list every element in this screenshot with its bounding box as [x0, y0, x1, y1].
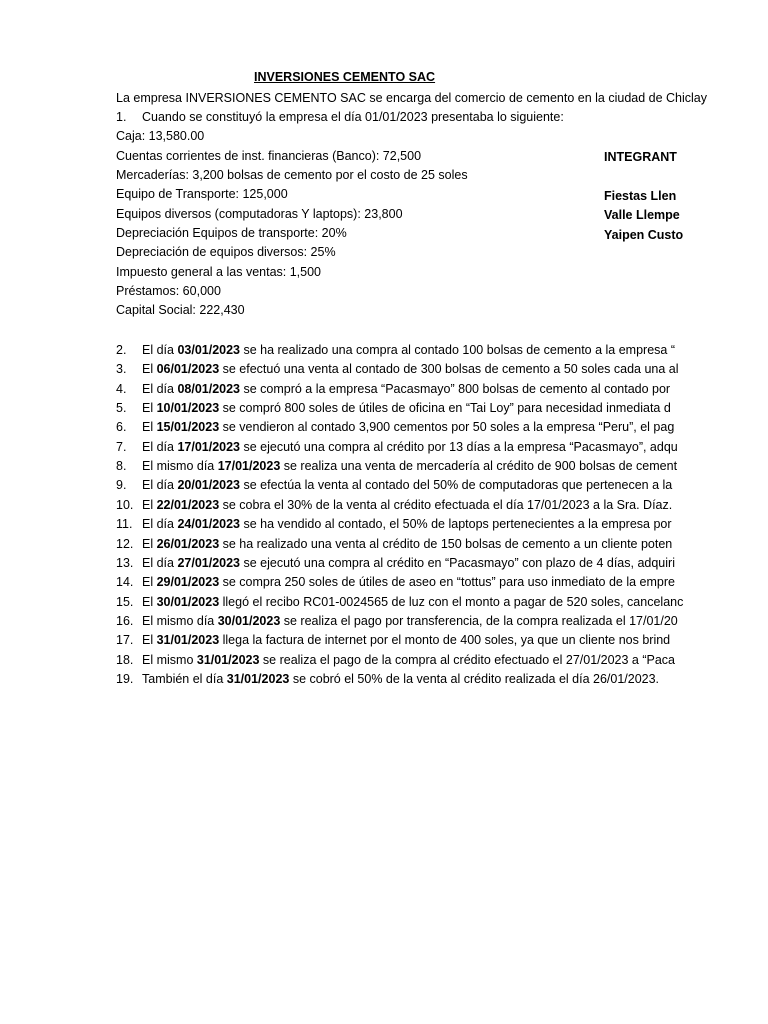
- transaction-number: 3.: [116, 362, 127, 376]
- transaction-description: se vendieron al contado 3,900 cementos por 50 soles a la empresa “Peru”, el pag: [219, 420, 675, 434]
- transaction-lead-text: El día: [142, 343, 178, 357]
- transaction-item: [116, 361, 679, 377]
- document-title: INVERSIONES CEMENTO SAC: [254, 70, 436, 84]
- balance-equipo-transporte: Equipo de Transporte: 125,000: [116, 187, 288, 201]
- transaction-description: se ha realizado una compra al contado 100 bolsas de cemento a la empresa “: [240, 343, 675, 357]
- transaction-lead-text: El mismo día: [142, 459, 218, 473]
- transaction-number: 11.: [116, 517, 133, 531]
- transaction-item: [116, 400, 671, 416]
- transaction-lead-text: El: [142, 595, 157, 609]
- transaction-date: 31/01/2023: [156, 633, 220, 647]
- transaction-date: 31/01/2023: [226, 672, 290, 686]
- transaction-lead-text: El: [142, 401, 157, 415]
- transaction-number: 6.: [116, 420, 127, 434]
- balance-equipos-diversos: Equipos diversos (computadoras Y laptops): 23,800: [116, 207, 403, 221]
- transaction-date: 24/01/2023: [177, 517, 240, 531]
- transaction-number: 4.: [116, 382, 127, 396]
- transaction-item: [116, 342, 675, 358]
- transaction-number: 7.: [116, 440, 127, 454]
- transaction-number: 10.: [116, 498, 134, 512]
- transaction-description: se realiza una venta de mercadería al crédito de 900 bolsas de cement: [280, 459, 678, 473]
- transaction-lead-text: El: [142, 633, 157, 647]
- transaction-item: [116, 419, 674, 435]
- transaction-description: se cobró el 50% de la venta al crédito realizada el día 26/01/2023.: [289, 672, 660, 686]
- transaction-item: [116, 536, 672, 552]
- transaction-item: [116, 381, 670, 397]
- transaction-date: 31/01/2023: [196, 653, 260, 667]
- transaction-description: se ha realizado una venta al crédito de 150 bolsas de cemento a un cliente poten: [219, 537, 673, 551]
- transaction-number: 12.: [116, 537, 134, 551]
- transaction-date: 30/01/2023: [217, 614, 281, 628]
- transaction-number: 2.: [116, 343, 127, 357]
- transaction-description: se compró a la empresa “Pacasmayo” 800 bolsas de cemento al contado por: [240, 382, 671, 396]
- step-1-number: 1.: [116, 110, 127, 124]
- intro-paragraph: La empresa INVERSIONES CEMENTO SAC se encarga del comercio de cemento en la ciudad de Chiclay: [116, 91, 708, 105]
- transaction-lead-text: El mismo: [142, 653, 197, 667]
- transaction-number: 18.: [116, 653, 134, 667]
- transaction-date: 26/01/2023: [156, 537, 220, 551]
- balance-capital-social: Capital Social: 222,430: [116, 303, 245, 317]
- integrante-3: Yaipen Custo: [604, 228, 684, 242]
- transaction-description: se ha vendido al contado, el 50% de laptops pertenecientes a la empresa por: [240, 517, 672, 531]
- transaction-date: 10/01/2023: [156, 401, 220, 415]
- transaction-lead-text: El mismo día: [142, 614, 218, 628]
- transaction-lead-text: También el día: [142, 672, 227, 686]
- transaction-date: 06/01/2023: [156, 362, 220, 376]
- transaction-number: 9.: [116, 478, 127, 492]
- transaction-item: [116, 652, 675, 668]
- balance-depreciacion-diversos: Depreciación de equipos diversos: 25%: [116, 245, 336, 259]
- balance-depreciacion-transporte: Depreciación Equipos de transporte: 20%: [116, 226, 347, 240]
- transaction-number: 5.: [116, 401, 127, 415]
- transaction-description: llegó el recibo RC01-0024565 de luz con el monto a pagar de 520 soles, cancelanc: [219, 595, 684, 609]
- transaction-description: se realiza el pago de la compra al crédito efectuado el 27/01/2023 a “Paca: [259, 653, 675, 667]
- balance-igv: Impuesto general a las ventas: 1,500: [116, 265, 321, 279]
- transaction-description: se compró 800 soles de útiles de oficina en “Tai Loy” para necesidad inmediata d: [219, 401, 671, 415]
- transaction-date: 17/01/2023: [217, 459, 281, 473]
- transaction-item: [116, 458, 677, 474]
- transaction-lead-text: El día: [142, 440, 178, 454]
- transaction-description: se efectúa la venta al contado del 50% de computadoras que pertenecen a la: [240, 478, 673, 492]
- transaction-number: 17.: [116, 633, 134, 647]
- transaction-date: 30/01/2023: [156, 595, 220, 609]
- transaction-date: 15/01/2023: [156, 420, 220, 434]
- transaction-item: [116, 613, 678, 629]
- balance-prestamos: Préstamos: 60,000: [116, 284, 221, 298]
- transaction-number: 13.: [116, 556, 134, 570]
- transaction-lead-text: El día: [142, 478, 178, 492]
- transaction-date: 22/01/2023: [156, 498, 220, 512]
- transaction-item: [116, 574, 675, 590]
- transaction-lead-text: El: [142, 575, 157, 589]
- balance-banco: Cuentas corrientes de inst. financieras (Banco): 72,500: [116, 149, 422, 163]
- transaction-date: 27/01/2023: [177, 556, 240, 570]
- transaction-date: 03/01/2023: [177, 343, 240, 357]
- transaction-lead-text: El: [142, 498, 157, 512]
- integrante-1: Fiestas Llen: [604, 189, 677, 203]
- transaction-description: se ejecutó una compra al crédito en “Pacasmayo” con plazo de 4 días, adquiri: [240, 556, 675, 570]
- transaction-item: [116, 497, 672, 513]
- transaction-item: [116, 671, 659, 687]
- transaction-lead-text: El día: [142, 517, 178, 531]
- transaction-lead-text: El día: [142, 556, 178, 570]
- transaction-description: se efectuó una venta al contado de 300 bolsas de cemento a 50 soles cada una al: [219, 362, 679, 376]
- transaction-date: 17/01/2023: [177, 440, 240, 454]
- transaction-description: se compra 250 soles de útiles de aseo en “tottus” para uso inmediato de la empre: [219, 575, 675, 589]
- balance-mercaderias: Mercaderías: 3,200 bolsas de cemento por el costo de 25 soles: [116, 168, 468, 182]
- transaction-item: [116, 477, 672, 493]
- transaction-date: 08/01/2023: [177, 382, 240, 396]
- transaction-number: 19.: [116, 672, 134, 686]
- transaction-lead-text: El: [142, 420, 157, 434]
- transaction-description: llega la factura de internet por el monto de 400 soles, ya que un cliente nos brind: [219, 633, 671, 647]
- transaction-number: 14.: [116, 575, 134, 589]
- transaction-date: 20/01/2023: [177, 478, 240, 492]
- transaction-item: [116, 555, 675, 571]
- step-1-text: Cuando se constituyó la empresa el día 01/01/2023 presentaba lo siguiente:: [142, 110, 564, 124]
- balance-caja: Caja: 13,580.00: [116, 129, 205, 143]
- transaction-number: 16.: [116, 614, 134, 628]
- transaction-item: [116, 632, 670, 648]
- transaction-lead-text: El día: [142, 382, 178, 396]
- transaction-number: 15.: [116, 595, 134, 609]
- transaction-item: [116, 439, 678, 455]
- integrantes-heading: INTEGRANT: [604, 150, 677, 164]
- transaction-date: 29/01/2023: [156, 575, 220, 589]
- transaction-description: se realiza el pago por transferencia, de la compra realizada el 17/01/20: [280, 614, 678, 628]
- transaction-description: se cobra el 30% de la venta al crédito efectuada el día 17/01/2023 a la Sra. Díaz.: [219, 498, 673, 512]
- transaction-item: [116, 516, 672, 532]
- transaction-lead-text: El: [142, 362, 157, 376]
- transaction-description: se ejecutó una compra al crédito por 13 días a la empresa “Pacasmayo”, adqu: [240, 440, 678, 454]
- integrante-2: Valle Llempe: [604, 208, 680, 222]
- transaction-item: [116, 594, 683, 610]
- transaction-lead-text: El: [142, 537, 157, 551]
- transaction-number: 8.: [116, 459, 127, 473]
- step-1: [116, 109, 564, 125]
